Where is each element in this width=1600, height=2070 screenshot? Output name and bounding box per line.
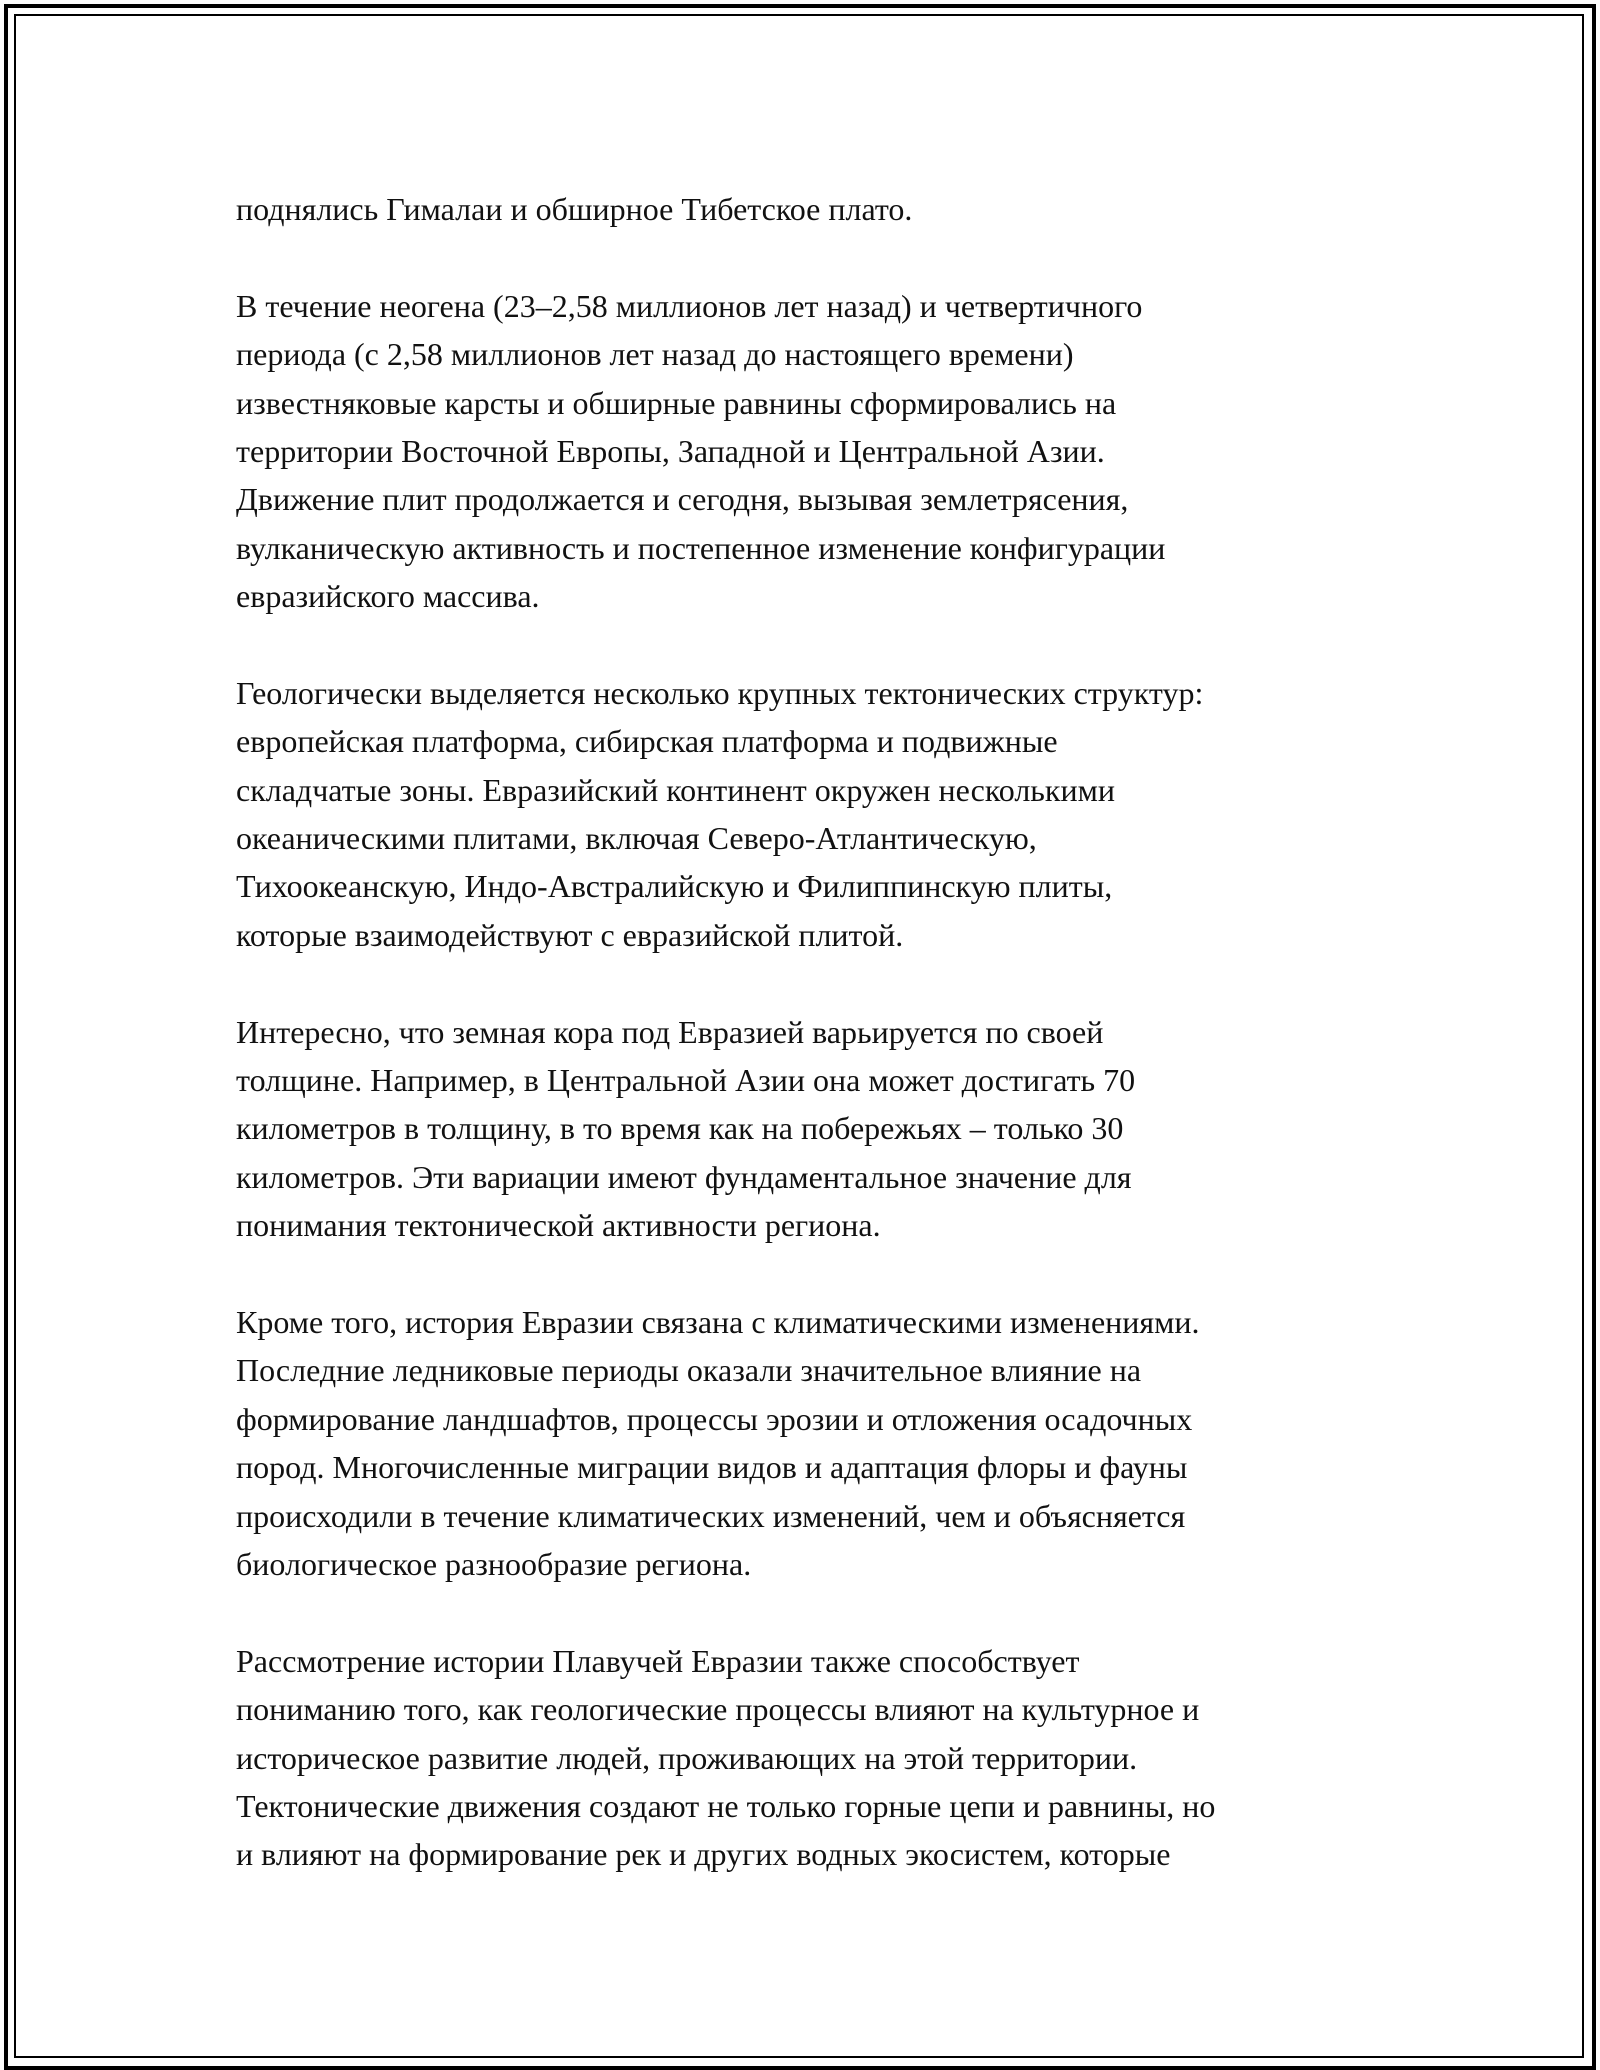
text-line: поднялись Гималаи и обширное Тибетское плато.: [236, 191, 913, 227]
text-line: европейская платформа, сибирская платформа и подвижные: [236, 723, 1058, 760]
text-line: Интересно, что земная кора под Евразией варьируется по своей: [236, 1013, 1104, 1050]
paragraph-6: [236, 1637, 1376, 1879]
text-line: Рассмотрение истории Плавучей Евразии также способствует: [236, 1642, 1080, 1679]
text-line: километров. Эти вариации имеют фундаментальное значение для: [236, 1158, 1132, 1195]
text-line: пониманию того, как геологические процессы влияют на культурное и: [236, 1691, 1200, 1728]
text-line: и влияют на формирование рек и других водных экосистем, которые: [236, 1836, 1171, 1873]
text-line: Тектонические движения создают не только горные цепи и равнины, но: [236, 1787, 1216, 1824]
text-line: Геологически выделяется несколько крупных тектонических структур:: [236, 674, 1204, 711]
text-line: толщине. Например, в Центральной Азии она может достигать 70: [236, 1062, 1136, 1099]
paragraph-4: [236, 1008, 1376, 1250]
text-line: Кроме того, история Евразии связана с климатическими изменениями.: [236, 1303, 1200, 1340]
text-line: формирование ландшафтов, процессы эрозии и отложения осадочных: [236, 1400, 1193, 1437]
text-line: евразийского массива.: [236, 578, 540, 615]
text-line: вулканическую активность и постепенное изменение конфигурации: [236, 529, 1166, 566]
text-line: историческое развитие людей, проживающих на этой территории.: [236, 1739, 1138, 1776]
text-line: происходили в течение климатических изменений, чем и объясняется: [236, 1497, 1186, 1534]
text-line: территории Восточной Европы, Западной и Центральной Азии.: [236, 432, 1105, 469]
document-page: [236, 185, 1376, 1927]
text-line: В течение неогена (23–2,58 миллионов лет назад) и четвертичного: [236, 287, 1143, 324]
text-line: складчатые зоны. Евразийский континент окружен несколькими: [236, 771, 1115, 808]
text-line: океаническими плитами, включая Северо-Атлантическую,: [236, 820, 1037, 857]
paragraph-5: [236, 1298, 1376, 1588]
text-line: биологическое разнообразие региона.: [236, 1545, 752, 1582]
text-line: известняковые карсты и обширные равнины сформировались на: [236, 384, 1117, 421]
text-line: Движение плит продолжается и сегодня, вызывая землетрясения,: [236, 481, 1129, 518]
paragraph-2: [236, 282, 1376, 621]
paragraph-1: [236, 185, 1376, 233]
text-line: которые взаимодействуют с евразийской плитой.: [236, 916, 904, 953]
text-line: Тихоокеанскую, Индо-Австралийскую и Филиппинскую плиты,: [236, 868, 1113, 905]
text-line: понимания тектонической активности региона.: [236, 1207, 881, 1244]
text-line: километров в толщину, в то время как на побережьях – только 30: [236, 1110, 1124, 1147]
text-line: пород. Многочисленные миграции видов и адаптация флоры и фауны: [236, 1449, 1188, 1486]
paragraph-3: [236, 669, 1376, 959]
text-line: периода (с 2,58 миллионов лет назад до настоящего времени): [236, 336, 1074, 373]
text-line: Последние ледниковые периоды оказали значительное влияние на: [236, 1352, 1142, 1389]
